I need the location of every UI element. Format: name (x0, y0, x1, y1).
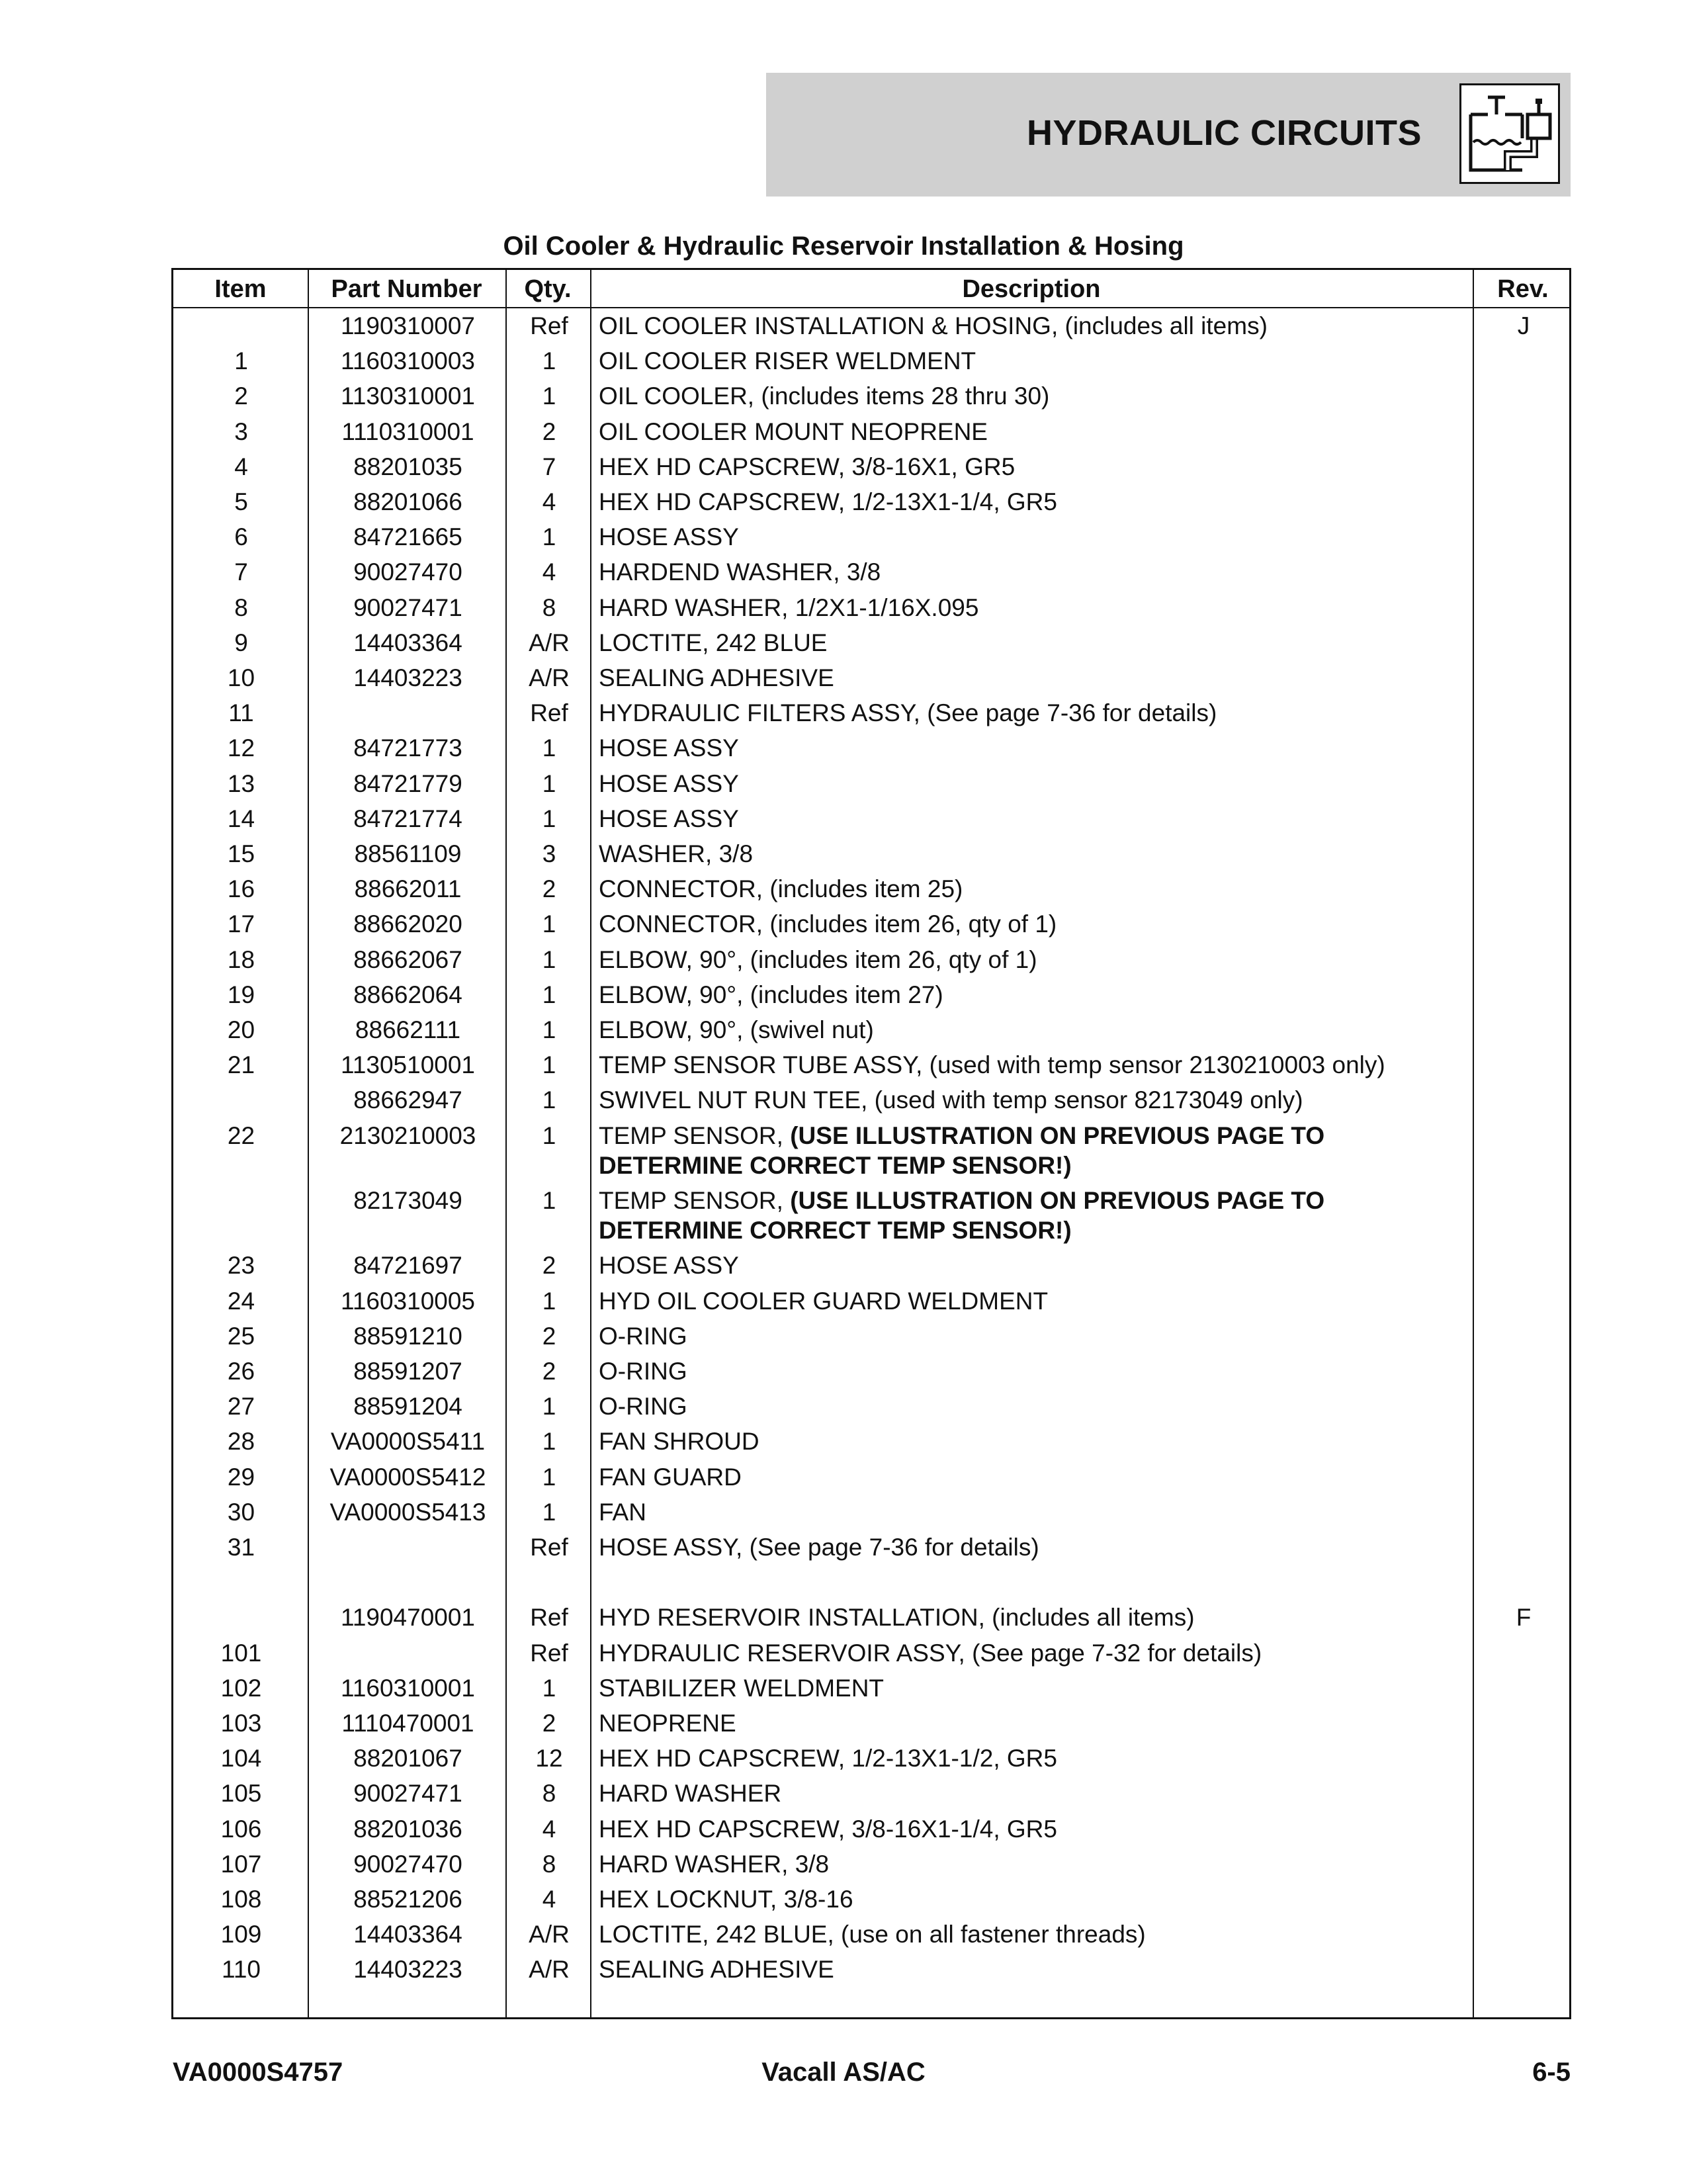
header-divider (173, 307, 1569, 308)
part-number-cell: 88662111 (355, 1016, 461, 1043)
parts-table (171, 268, 1571, 2019)
qty-cell: A/R (529, 1921, 570, 1948)
qty-cell: 4 (542, 1886, 556, 1913)
description-cell: O-RING (599, 1358, 687, 1385)
part-number-cell: 14403364 (353, 1921, 462, 1948)
description-cell: OIL COOLER, (includes items 28 thru 30) (599, 382, 1050, 410)
description-cell: HYDRAULIC FILTERS ASSY, (See page 7-36 for details) (599, 699, 1217, 727)
description-cell: HEX LOCKNUT, 3/8-16 (599, 1886, 853, 1913)
part-number-cell: 1160310003 (340, 347, 476, 375)
section-title: HYDRAULIC CIRCUITS (1027, 113, 1422, 153)
qty-cell: 1 (542, 945, 556, 973)
item-cell: 109 (220, 1921, 262, 1948)
part-number-cell: 1160310001 (340, 1674, 476, 1702)
qty-cell: 1 (542, 981, 556, 1008)
qty-cell: 7 (542, 453, 556, 480)
part-number-cell: 88591204 (353, 1393, 462, 1420)
part-number-cell: 1160310005 (340, 1287, 476, 1315)
description-cell: HOSE ASSY, (See page 7-36 for details) (599, 1534, 1039, 1561)
qty-cell: 1 (542, 1051, 556, 1079)
part-number-cell: 14403364 (353, 629, 462, 656)
item-cell: 20 (227, 1016, 255, 1043)
item-cell: 24 (227, 1287, 255, 1315)
description-cell: STABILIZER WELDMENT (599, 1674, 885, 1702)
description-cell: LOCTITE, 242 BLUE (599, 629, 828, 656)
qty-cell: 1 (542, 1016, 556, 1043)
description-cell (599, 1121, 1459, 1180)
description-cell: HEX HD CAPSCREW, 1/2-13X1-1/2, GR5 (599, 1745, 1057, 1772)
qty-cell: 2 (542, 875, 556, 903)
part-number-cell: VA0000S5413 (329, 1498, 486, 1526)
description-cell: OIL COOLER RISER WELDMENT (599, 347, 976, 375)
part-number-cell: 1190310007 (340, 312, 476, 339)
description-cell: HYD OIL COOLER GUARD WELDMENT (599, 1287, 1049, 1315)
qty-cell: 8 (542, 593, 556, 621)
description-cell: OIL COOLER MOUNT NEOPRENE (599, 417, 988, 445)
qty-cell: 2 (542, 417, 556, 445)
part-number-cell: 88201036 (353, 1815, 462, 1843)
description-cell: HYD RESERVOIR INSTALLATION, (includes all items) (599, 1604, 1195, 1632)
description-cell: HOSE ASSY (599, 734, 739, 762)
part-number-cell: 14403223 (353, 1956, 462, 1984)
section-header (766, 73, 1571, 197)
part-number-cell: 1130310001 (340, 382, 476, 410)
part-number-cell: 84721779 (353, 769, 462, 797)
description-cell: HARD WASHER, 3/8 (599, 1850, 830, 1878)
item-cell: 3 (234, 417, 248, 445)
qty-cell: A/R (529, 1956, 570, 1984)
qty-cell: 1 (542, 734, 556, 762)
rev-cell: F (1516, 1604, 1532, 1632)
item-cell: 9 (234, 629, 248, 656)
part-number-cell: 90027471 (353, 1780, 462, 1808)
item-cell: 27 (227, 1393, 255, 1420)
item-cell: 13 (227, 769, 255, 797)
part-number-cell: 1110470001 (341, 1710, 474, 1737)
description-cell: ELBOW, 90°, (includes item 27) (599, 981, 943, 1008)
item-cell: 26 (227, 1358, 255, 1385)
description-cell: HARD WASHER, 1/2X1-1/16X.095 (599, 593, 979, 621)
qty-cell: 1 (542, 382, 556, 410)
part-number-cell: 84721665 (353, 523, 462, 551)
item-cell: 28 (227, 1428, 255, 1456)
hydraulic-reservoir-icon (1459, 83, 1560, 184)
item-cell: 7 (234, 558, 248, 586)
description-text: TEMP SENSOR, (599, 1187, 791, 1215)
column-header-item: Item (214, 275, 267, 303)
qty-cell: 1 (542, 523, 556, 551)
description-cell: SEALING ADHESIVE (599, 664, 834, 691)
item-cell: 23 (227, 1252, 255, 1280)
qty-cell: 1 (542, 1428, 556, 1456)
item-cell: 30 (227, 1498, 255, 1526)
item-cell: 1 (234, 347, 248, 375)
qty-cell: 1 (542, 1393, 556, 1420)
qty-cell: 1 (542, 1187, 556, 1215)
part-number-cell: 1190470001 (340, 1604, 476, 1632)
part-number-cell: 90027470 (353, 1850, 462, 1878)
item-cell: 17 (227, 910, 255, 938)
qty-cell: A/R (529, 664, 570, 691)
qty-cell: A/R (529, 629, 570, 656)
qty-cell: 8 (542, 1850, 556, 1878)
part-number-cell: 88201035 (353, 453, 462, 480)
part-number-cell: 88662947 (353, 1086, 462, 1114)
description-cell: CONNECTOR, (includes item 25) (599, 875, 963, 903)
qty-cell: 2 (542, 1710, 556, 1737)
description-cell: O-RING (599, 1393, 687, 1420)
description-cell: O-RING (599, 1322, 687, 1350)
qty-cell: 2 (542, 1358, 556, 1385)
part-number-cell: 84721773 (353, 734, 462, 762)
qty-cell: 1 (542, 347, 556, 375)
item-cell: 11 (228, 699, 254, 727)
item-cell: 2 (234, 382, 248, 410)
description-cell: HARDEND WASHER, 3/8 (599, 558, 881, 586)
item-cell: 105 (220, 1780, 262, 1808)
description-cell: HOSE ASSY (599, 1252, 739, 1280)
part-number-cell: 84721697 (353, 1252, 462, 1280)
description-cell: HEX HD CAPSCREW, 3/8-16X1-1/4, GR5 (599, 1815, 1057, 1843)
item-cell: 16 (227, 875, 255, 903)
description-warning: (USE ILLUSTRATION ON PREVIOUS PAGE TO DETERMINE CORRECT TEMP SENSOR!) (599, 1187, 1325, 1245)
qty-cell: 1 (542, 1498, 556, 1526)
item-cell: 22 (227, 1121, 255, 1149)
qty-cell: 1 (542, 805, 556, 832)
qty-cell: 3 (542, 840, 556, 867)
item-cell: 101 (220, 1639, 262, 1667)
qty-cell: 2 (542, 1252, 556, 1280)
item-cell: 14 (227, 805, 255, 832)
qty-cell: 12 (535, 1745, 563, 1772)
footer-page-number: 6-5 (1532, 2058, 1571, 2087)
part-number-cell: 88662020 (353, 910, 462, 938)
item-cell: 8 (234, 593, 248, 621)
description-cell: HOSE ASSY (599, 769, 739, 797)
description-cell: HEX HD CAPSCREW, 1/2-13X1-1/4, GR5 (599, 488, 1057, 515)
part-number-cell: 1130510001 (340, 1051, 476, 1079)
part-number-cell: VA0000S5412 (329, 1463, 486, 1491)
description-cell: SEALING ADHESIVE (599, 1956, 834, 1984)
qty-cell: Ref (530, 1534, 568, 1561)
qty-cell: 8 (542, 1780, 556, 1808)
part-number-cell: 90027470 (353, 558, 462, 586)
description-cell: NEOPRENE (599, 1710, 736, 1737)
part-number-cell: 88201067 (353, 1745, 462, 1772)
item-cell: 104 (220, 1745, 262, 1772)
item-cell: 6 (234, 523, 248, 551)
description-cell: HOSE ASSY (599, 523, 739, 551)
item-cell: 21 (227, 1051, 255, 1079)
part-number-cell: 88662067 (353, 945, 462, 973)
qty-cell: 4 (542, 1815, 556, 1843)
qty-cell: 2 (542, 1322, 556, 1350)
description-text: TEMP SENSOR, (599, 1121, 791, 1149)
description-cell: HOSE ASSY (599, 805, 739, 832)
qty-cell: 4 (542, 558, 556, 586)
item-cell: 4 (234, 453, 248, 480)
description-cell: HYDRAULIC RESERVOIR ASSY, (See page 7-32 for details) (599, 1639, 1262, 1667)
part-number-cell: 88201066 (353, 488, 462, 515)
qty-cell: Ref (530, 1639, 568, 1667)
qty-cell: Ref (530, 699, 568, 727)
part-number-cell: 90027471 (353, 593, 462, 621)
part-number-cell: 88561109 (354, 840, 462, 867)
item-cell: 25 (227, 1322, 255, 1350)
qty-cell: 1 (542, 1674, 556, 1702)
description-cell: WASHER, 3/8 (599, 840, 754, 867)
qty-cell: 1 (542, 910, 556, 938)
description-cell: TEMP SENSOR TUBE ASSY, (used with temp sensor 2130210003 only) (599, 1051, 1385, 1079)
qty-cell: 4 (542, 488, 556, 515)
qty-cell: 1 (542, 1463, 556, 1491)
document-title: Oil Cooler & Hydraulic Reservoir Installation & Hosing (503, 232, 1184, 261)
item-cell: 107 (220, 1850, 262, 1878)
description-cell (599, 1186, 1459, 1245)
item-cell: 18 (227, 945, 255, 973)
description-cell: HEX HD CAPSCREW, 3/8-16X1, GR5 (599, 453, 1016, 480)
column-header-qty: Qty. (524, 275, 572, 303)
part-number-cell: 14403223 (353, 664, 462, 691)
footer-model: Vacall AS/AC (761, 2058, 926, 2087)
column-header-part-number: Part Number (331, 275, 482, 303)
rev-cell: J (1517, 312, 1530, 339)
column-header-rev: Rev. (1497, 275, 1549, 303)
item-cell: 19 (227, 981, 255, 1008)
description-cell: ELBOW, 90°, (swivel nut) (599, 1016, 874, 1043)
part-number-cell: 88591207 (353, 1358, 462, 1385)
item-cell: 110 (222, 1956, 261, 1984)
item-cell: 15 (227, 840, 255, 867)
description-cell: FAN GUARD (599, 1463, 742, 1491)
description-cell: OIL COOLER INSTALLATION & HOSING, (includes all items) (599, 312, 1268, 339)
part-number-cell: 88521206 (353, 1886, 462, 1913)
part-number-cell: 2130210003 (339, 1121, 476, 1149)
part-number-cell: 88591210 (353, 1322, 462, 1350)
item-cell: 29 (227, 1463, 255, 1491)
description-cell: FAN SHROUD (599, 1428, 759, 1456)
part-number-cell: 82173049 (353, 1187, 462, 1215)
part-number-cell: 88662011 (354, 875, 462, 903)
column-header-description: Description (962, 275, 1101, 303)
description-cell: ELBOW, 90°, (includes item 26, qty of 1) (599, 945, 1037, 973)
item-cell: 106 (220, 1815, 262, 1843)
item-cell: 108 (220, 1886, 262, 1913)
description-cell: HARD WASHER (599, 1780, 782, 1808)
footer-doc-number: VA0000S4757 (173, 2058, 343, 2087)
part-number-cell: VA0000S5411 (330, 1428, 486, 1456)
qty-cell: Ref (530, 312, 568, 339)
qty-cell: 1 (542, 1287, 556, 1315)
part-number-cell: 1110310001 (341, 417, 474, 445)
description-warning: (USE ILLUSTRATION ON PREVIOUS PAGE TO DETERMINE CORRECT TEMP SENSOR!) (599, 1121, 1325, 1179)
description-cell: SWIVEL NUT RUN TEE, (used with temp sensor 82173049 only) (599, 1086, 1303, 1114)
item-cell: 103 (220, 1710, 262, 1737)
qty-cell: 1 (542, 1086, 556, 1114)
description-cell: LOCTITE, 242 BLUE, (use on all fastener threads) (599, 1921, 1146, 1948)
description-cell: FAN (599, 1498, 646, 1526)
description-cell: CONNECTOR, (includes item 26, qty of 1) (599, 910, 1057, 938)
qty-cell: Ref (530, 1604, 568, 1632)
qty-cell: 1 (542, 769, 556, 797)
part-number-cell: 88662064 (353, 981, 462, 1008)
part-number-cell: 84721774 (353, 805, 462, 832)
item-cell: 5 (234, 488, 248, 515)
item-cell: 10 (227, 664, 255, 691)
item-cell: 12 (227, 734, 255, 762)
item-cell: 31 (227, 1534, 255, 1561)
item-cell: 102 (220, 1674, 262, 1702)
qty-cell: 1 (542, 1121, 556, 1149)
